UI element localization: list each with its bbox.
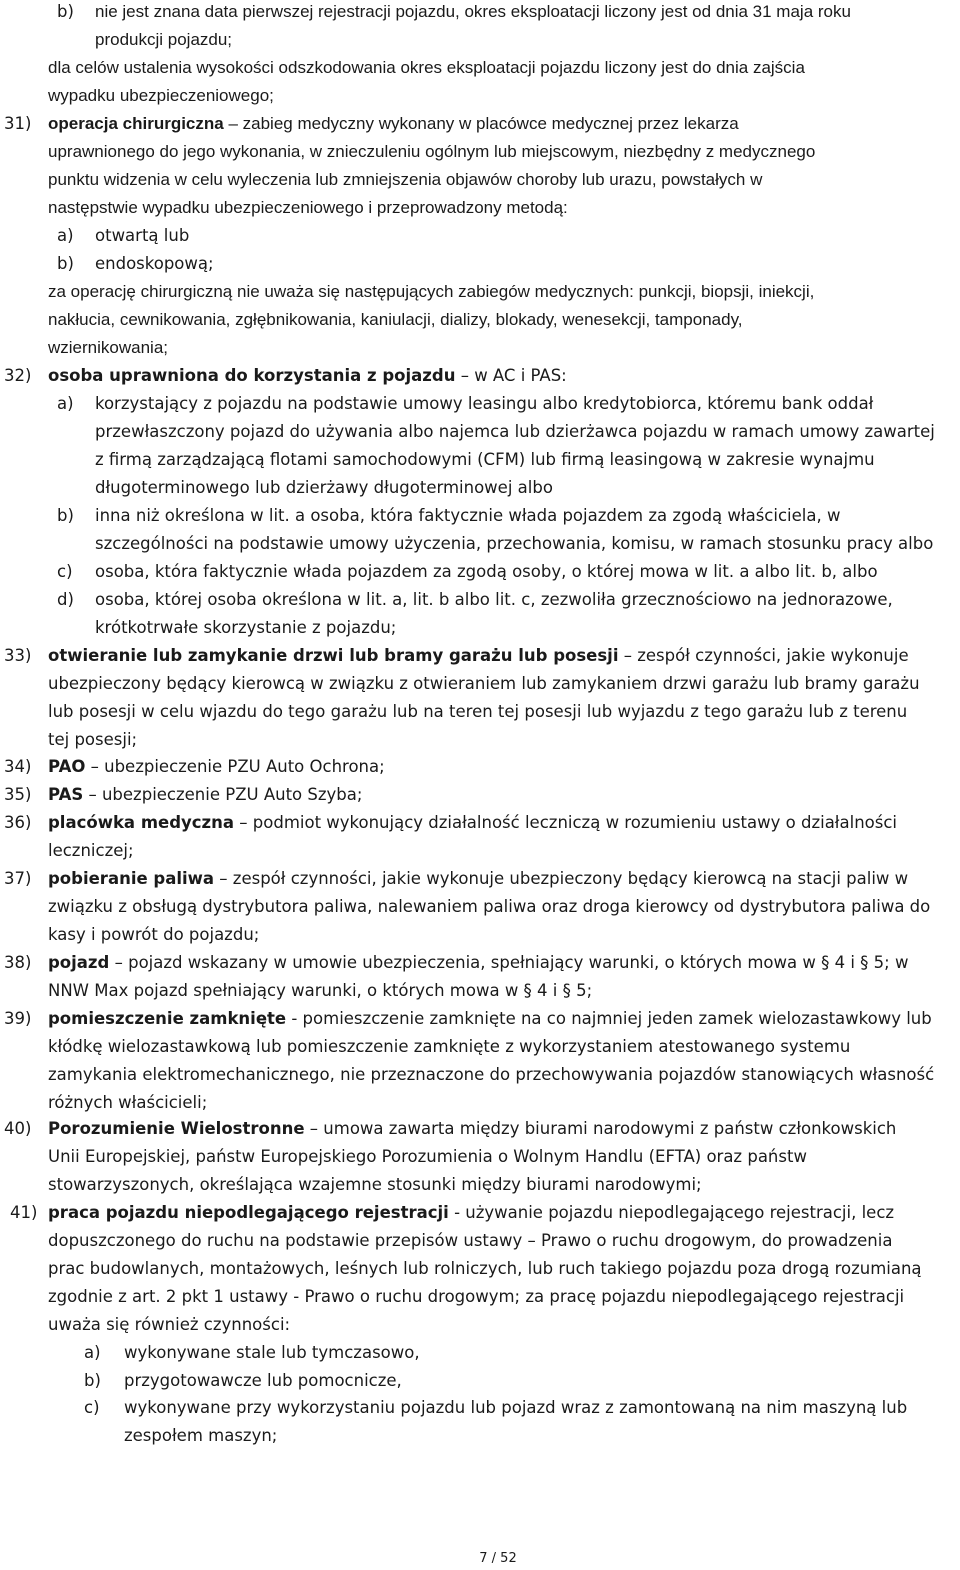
list-item-text-line: placówka medyczna – podmiot wykonujący działalność leczniczą w rozumieniu ustawy o działalności — [48, 813, 897, 832]
list-item-text-line: Porozumienie Wielostronne – umowa zawarta między biurami narodowymi z państw członkowskich — [48, 1119, 897, 1138]
list-item-text-line: Unii Europejskiej, państw Europejskiego Porozumienia o Wolnym Handlu (EFTA) oraz państw — [48, 1147, 807, 1166]
list-item-text-line: PAO – ubezpieczenie PZU Auto Ochrona; — [48, 757, 385, 776]
list-item-number: 35) — [4, 785, 32, 804]
list-item-text-line: punktu widzenia w celu wyleczenia lub zmniejszenia objawów choroby lub urazu, powstałych w — [48, 170, 763, 189]
list-item-text-line: pojazd – pojazd wskazany w umowie ubezpieczenia, spełniający warunki, o których mowa w § 4 i § 5; w — [48, 953, 909, 972]
list-item-text-line: różnych właścicieli; — [48, 1093, 208, 1112]
list-item-text-line: dla celów ustalenia wysokości odszkodowania okres eksploatacji pojazdu liczony jest do dnia zajścia — [48, 58, 805, 77]
list-item-number: c) — [84, 1398, 100, 1417]
list-item-text-line: osoba, której osoba określona w lit. a, lit. b albo lit. c, zezwoliła grzecznościowo na jednorazowe, — [95, 590, 893, 609]
list-item-text-line: z firmą zarządzającą flotami samochodowymi (CFM) lub firmą leasingową w zakresie wynajmu — [95, 450, 875, 469]
list-item-text-line: inna niż określona w lit. a osoba, która faktycznie włada pojazdem za zgodą właściciela, w — [95, 506, 841, 525]
list-item-text-line: stowarzyszonych, określająca wzajemne stosunki między biurami narodowymi; — [48, 1175, 702, 1194]
list-item-text-line: nie jest znana data pierwszej rejestracji pojazdu, okres eksploatacji liczony jest od dnia 31 maja roku — [95, 2, 851, 21]
list-item-text-line: kasy i powrót do pojazdu; — [48, 925, 260, 944]
list-item-text-line: prac budowlanych, montażowych, leśnych lub rolniczych, lub ruch takiego pojazdu poza drogą rozumianą — [48, 1259, 922, 1278]
list-item-text-line: nakłucia, cewnikowania, zgłębnikowania, kaniulacji, dializy, blokady, wenesekcji, tamponady, — [48, 310, 743, 329]
list-item-text-line: długoterminowego lub dzierżawy długoterminowej albo — [95, 478, 553, 497]
list-item-text-line: dopuszczonego do ruchu na podstawie przepisów ustawy – Prawo o ruchu drogowym, do prowadzenia — [48, 1231, 893, 1250]
list-item-text-line: osoba uprawniona do korzystania z pojazdu – w AC i PAS: — [48, 366, 567, 385]
term-heading: Porozumienie Wielostronne — [48, 1119, 305, 1138]
list-item-text-line: leczniczej; — [48, 841, 134, 860]
list-item-number: a) — [57, 226, 74, 245]
term-heading: osoba uprawniona do korzystania z pojazdu — [48, 366, 456, 385]
term-heading: pobieranie paliwa — [48, 869, 215, 888]
list-item-text-line: pobieranie paliwa – zespół czynności, jakie wykonuje ubezpieczony będący kierowcą na stacji paliw w — [48, 869, 909, 888]
list-item-number: 40) — [4, 1119, 32, 1138]
list-item-text-line: PAS – ubezpieczenie PZU Auto Szyba; — [48, 785, 363, 804]
list-item-text-line: kłódkę wielozastawkową lub pomieszczenie zamknięte z wykorzystaniem atestowanego systemu — [48, 1037, 851, 1056]
term-heading: placówka medyczna — [48, 813, 235, 832]
list-item-number: 38) — [4, 953, 32, 972]
list-item-text-line: produkcji pojazdu; — [95, 30, 233, 49]
list-item-number: 32) — [4, 366, 32, 385]
list-item-text-line: osoba, która faktycznie włada pojazdem za zgodą osoby, o której mowa w lit. a albo lit. b, albo — [95, 562, 878, 581]
term-heading: pojazd — [48, 953, 110, 972]
list-item-text-line: uprawnionego do jego wykonania, w znieczuleniu ogólnym lub miejscowym, niezbędny z medycznego — [48, 142, 816, 161]
list-item-text-line: otwartą lub — [95, 226, 190, 245]
list-item-text-line: ubezpieczony będący kierowcą w związku z otwieraniem lub zamykaniem drzwi garażu lub bramy garażu — [48, 674, 920, 693]
list-item-text-line: lub posesji w celu wjazdu do tego garażu lub na teren tej posesji lub wyjazdu z tego garażu lub z terenu — [48, 702, 908, 721]
list-item-text-line: otwieranie lub zamykanie drzwi lub bramy garażu lub posesji – zespół czynności, jakie wykonuje — [48, 646, 909, 665]
list-item-text-line: NNW Max pojazd spełniający warunki, o których mowa w § 4 i § 5; — [48, 981, 593, 1000]
list-item-number: 36) — [4, 813, 32, 832]
term-heading: operacja chirurgiczna — [48, 114, 224, 133]
list-item-number: d) — [57, 590, 74, 609]
list-item-number: a) — [84, 1343, 101, 1362]
list-item-text-line: przygotowawcze lub pomocnicze, — [124, 1371, 402, 1390]
list-item-text-line: następstwie wypadku ubezpieczeniowego i przeprowadzony metodą: — [48, 198, 568, 217]
list-item-number: b) — [57, 254, 74, 273]
list-item-text-line: tej posesji; — [48, 730, 138, 749]
term-heading: praca pojazdu niepodlegającego rejestracji — [48, 1203, 449, 1222]
list-item-text-line: wziernikowania; — [48, 338, 168, 357]
list-item-number: b) — [57, 2, 74, 21]
list-item-text-line: za operację chirurgiczną nie uważa się następujących zabiegów medycznych: punkcji, biopsji, iniekcji, — [48, 282, 815, 301]
list-item-text-line: przewłaszczony pojazd do używania albo najemca lub dzierżawca pojazdu w ramach umowy zawartej — [95, 422, 935, 441]
list-item-text-line: operacja chirurgiczna – zabieg medyczny wykonany w placówce medycznej przez lekarza — [48, 114, 739, 133]
list-item-text-line: praca pojazdu niepodlegającego rejestracji - używanie pojazdu niepodlegającego rejestracji, lecz — [48, 1203, 895, 1222]
list-item-number: b) — [84, 1371, 101, 1390]
list-item-text-line: wykonywane przy wykorzystaniu pojazdu lub pojazd wraz z zamontowaną na nim maszyną lub — [124, 1398, 908, 1417]
list-item-text-line: pomieszczenie zamknięte - pomieszczenie zamknięte na co najmniej jeden zamek wielozastawkowy lub — [48, 1009, 932, 1028]
term-heading: PAS — [48, 785, 84, 804]
list-item-text-line: zgodnie z art. 2 pkt 1 ustawy - Prawo o ruchu drogowym; za pracę pojazdu niepodlegającego rejestracji — [48, 1287, 905, 1306]
list-item-number: a) — [57, 394, 74, 413]
list-item-text-line: korzystający z pojazdu na podstawie umowy leasingu albo kredytobiorca, któremu bank oddał — [95, 394, 874, 413]
term-heading: otwieranie lub zamykanie drzwi lub bramy garażu lub posesji — [48, 646, 619, 665]
list-item-number: 33) — [4, 646, 32, 665]
page-number: 7 / 52 — [479, 1551, 517, 1566]
list-item-text-line: wykonywane stale lub tymczasowo, — [124, 1343, 420, 1362]
list-item-number: 31) — [4, 114, 32, 133]
list-item-number: c) — [57, 562, 73, 581]
term-heading: pomieszczenie zamknięte — [48, 1009, 287, 1028]
list-item-text-line: zespołem maszyn; — [124, 1426, 278, 1445]
list-item-number: 41) — [10, 1203, 38, 1222]
list-item-text-line: szczególności na podstawie umowy użyczenia, przechowania, komisu, w ramach stosunku pracy albo — [95, 534, 934, 553]
list-item-text-line: zamykania elektromechanicznego, nie przeznaczone do przechowywania pojazdów stanowiących własność — [48, 1065, 935, 1084]
list-item-number: 39) — [4, 1009, 32, 1028]
list-item-number: b) — [57, 506, 74, 525]
list-item-text-line: endoskopową; — [95, 254, 214, 273]
list-item-text-line: wypadku ubezpieczeniowego; — [48, 86, 274, 105]
term-heading: PAO — [48, 757, 86, 776]
list-item-text-line: krótkotrwałe skorzystanie z pojazdu; — [95, 618, 397, 637]
list-item-text-line: uważa się również czynności: — [48, 1315, 291, 1334]
list-item-number: 37) — [4, 869, 32, 888]
list-item-text-line: związku z obsługą dystrybutora paliwa, nalewaniem paliwa oraz droga kierowcy od dystrybutora paliwa do — [48, 897, 931, 916]
list-item-number: 34) — [4, 757, 32, 776]
